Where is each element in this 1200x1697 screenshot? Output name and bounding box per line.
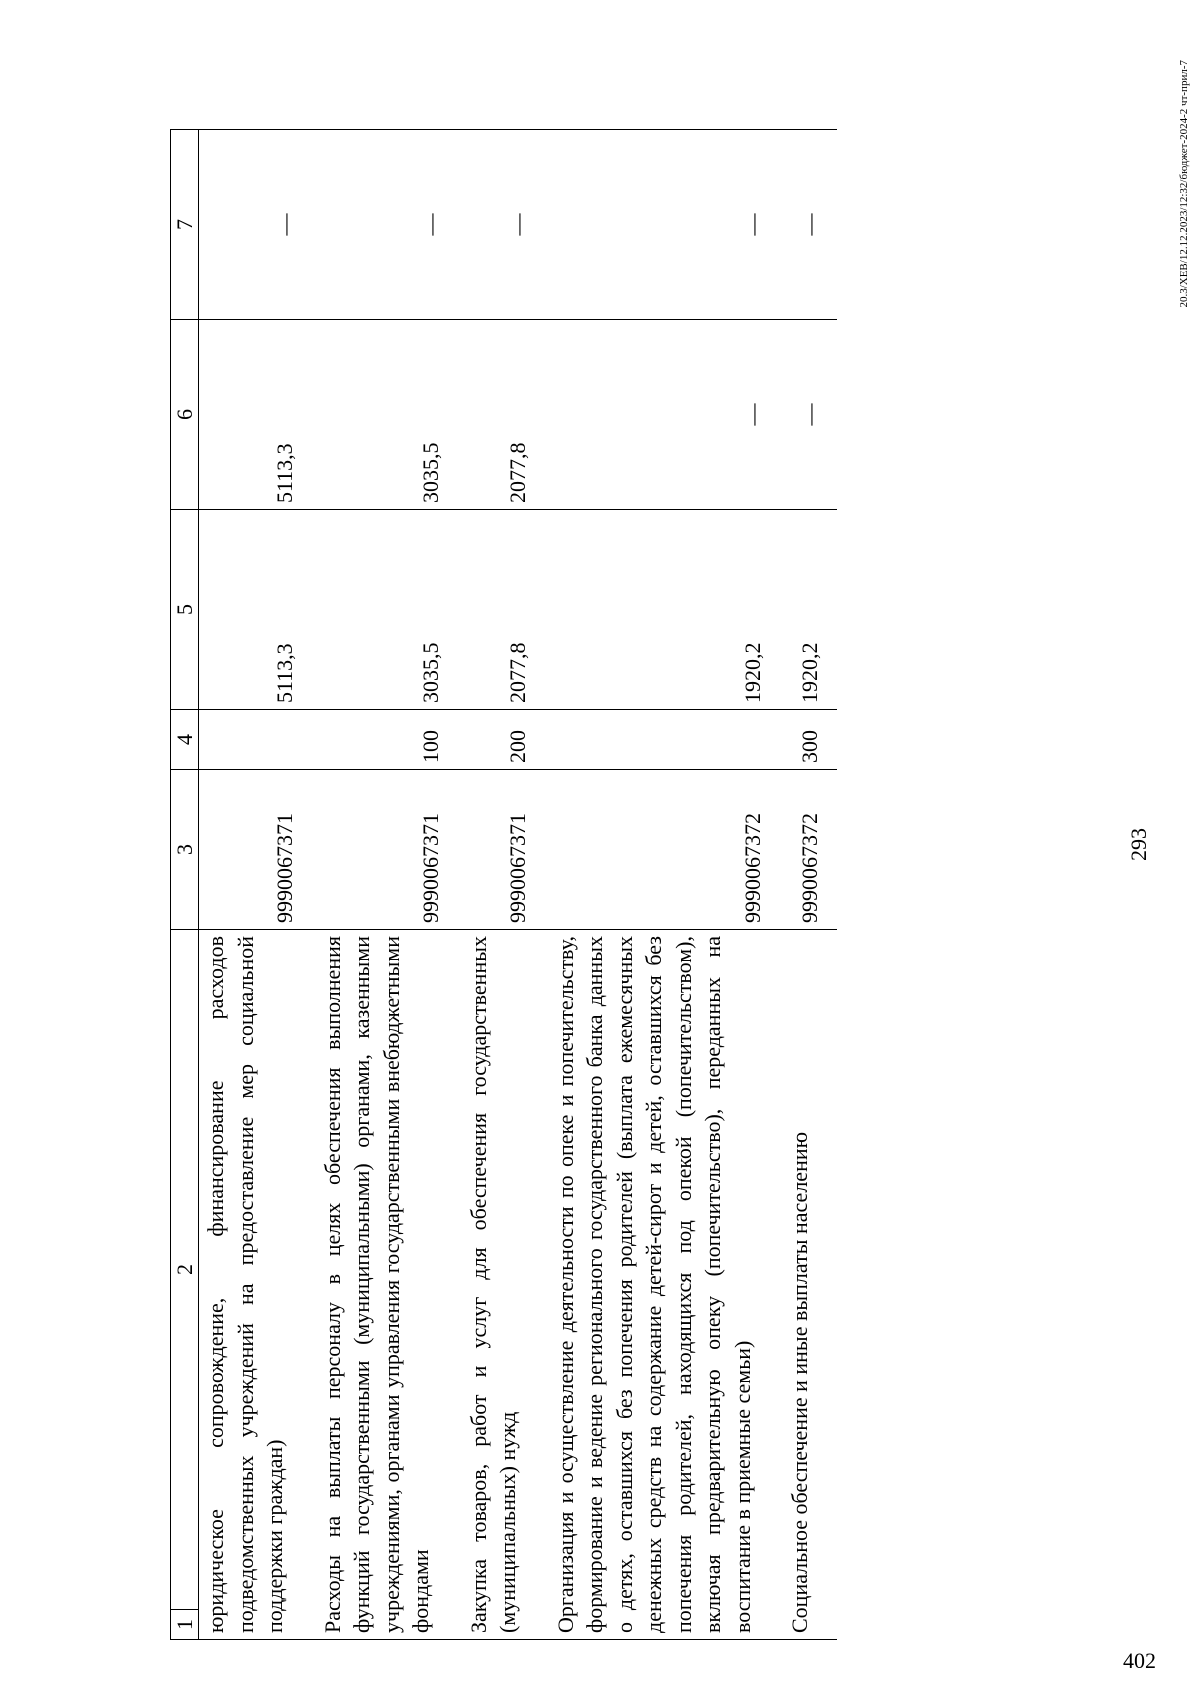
row-value-6: 5113,3 [199,320,312,510]
row-value-5: 1920,2 [545,510,780,710]
row-description: юридическое сопровождение, финансирование расходов подведомственных учреждений на предоставление мер социальной поддержки граждан) [199,930,312,1640]
sheet-number: 402 [1123,1648,1156,1673]
header-col-2: 2 [171,930,199,1610]
header-col-5: 5 [171,510,199,710]
table-header-row [171,130,199,1640]
row-value-5: 1920,2 [779,510,837,710]
row-code: 9990067371 [312,770,458,930]
row-description: Расходы на выплаты персоналу в целях обеспечения выполнения функций государственными (муниципальными) органами, казенными учреждениями, органами управления государственными внебюджетными фондами [312,930,458,1640]
row-type: 200 [458,710,545,770]
header-col-4: 4 [171,710,199,770]
header-col-6: 6 [171,320,199,510]
table-row [199,130,312,1640]
row-value-7: — [312,130,458,320]
row-value-7: — [458,130,545,320]
header-col-3: 3 [171,770,199,930]
table-row [779,130,837,1640]
header-col-1: 1 [171,1610,199,1640]
row-value-6: 3035,5 [312,320,458,510]
header-col-7: 7 [171,130,199,320]
table-row [312,130,458,1640]
budget-table [170,129,837,1640]
row-code: 9990067371 [458,770,545,930]
row-code: 9990067371 [199,770,312,930]
row-type [545,710,780,770]
row-value-6: — [779,320,837,510]
footer-stamp [1178,60,1190,308]
row-value-5: 2077,8 [458,510,545,710]
row-type: 300 [779,710,837,770]
row-description: Социальное обеспечение и иные выплаты населению [779,930,837,1640]
row-value-5: 3035,5 [312,510,458,710]
row-description: Закупка товаров, работ и услуг для обеспечения государственных (муниципальных) нужд [458,930,545,1640]
row-value-5: 5113,3 [199,510,312,710]
row-value-6: 2077,8 [458,320,545,510]
row-value-6: — [545,320,780,510]
footer-stamp-text: 20.3/ХЕВ/12.12.2023/12:32/бюджет-2024-2 чт-прил-7 [1178,60,1190,308]
row-type [199,710,312,770]
table-row [458,130,545,1640]
page-number: 293 [1126,828,1151,861]
table-row [545,130,780,1640]
row-code: 9990067372 [779,770,837,930]
row-description: Организация и осуществление деятельности по опеке и попечительству, формирование и ведение регионального государственного банка данных о детях, оставшихся без попечения родителей (выплата ежемесячных денежных средств на содержание детей-сирот и детей, оставшихся без попечения родителей, находящихся под опекой (попечительством), включая предварительную опеку (попечительство), переданных на воспитание в приемные семьи) [545,930,780,1640]
row-type: 100 [312,710,458,770]
row-code: 9990067372 [545,770,780,930]
row-value-7: — [199,130,312,320]
row-value-7: — [545,130,780,320]
row-value-7: — [779,130,837,320]
